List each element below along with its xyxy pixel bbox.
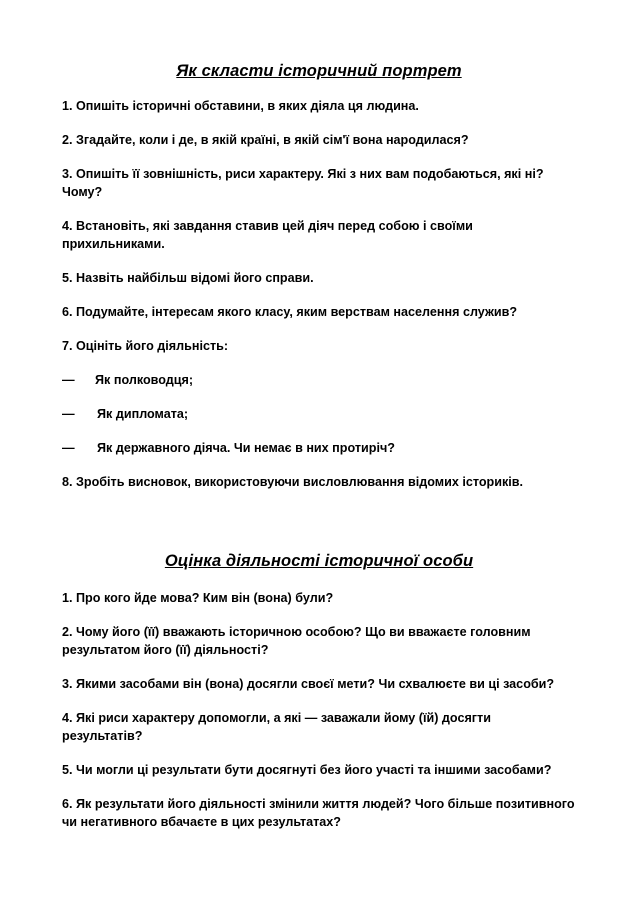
s2-item-6: 6. Як результати його діяльності змінили життя людей? Чого більше позитивного: [62, 797, 575, 811]
section1-title: Як скласти історичний портрет: [176, 62, 462, 80]
s2-item-2-cont: результатом його (її) діяльності?: [62, 643, 269, 657]
s2-item-3: 3. Якими засобами він (вона) досягли своєї мети? Чи схвалюєте ви ці засоби?: [62, 677, 555, 691]
dash-mark: —: [62, 407, 75, 421]
dash-mark: —: [62, 441, 75, 455]
s2-item-6-cont: чи негативного вбачаєте в цих результатах?: [62, 815, 342, 829]
dash-text: Як дипломата;: [97, 407, 189, 421]
dash-mark: —: [62, 373, 75, 387]
s1-item-5: 5. Назвіть найбільш відомі його справи.: [62, 271, 314, 285]
s1-item-3-cont: Чому?: [62, 185, 103, 199]
s1-item-4-cont: прихильниками.: [62, 237, 165, 251]
s2-item-4: 4. Які риси характеру допомогли, а які — заважали йому (їй) досягти: [62, 711, 491, 725]
s2-item-5: 5. Чи могли ці результати бути досягнуті без його участі та іншими засобами?: [62, 763, 552, 777]
s2-item-2: 2. Чому його (її) вважають історичною особою? Що ви вважаєте головним: [62, 625, 531, 639]
s1-item-6: 6. Подумайте, інтересам якого класу, яким верствам населення служив?: [62, 305, 518, 319]
s2-item-4-cont: результатів?: [62, 729, 143, 743]
s1-item-1: 1. Опишіть історичні обставини, в яких діяла ця людина.: [62, 99, 419, 113]
dash-text: Як полководця;: [95, 373, 194, 387]
s1-item-8: 8. Зробіть висновок, використовуючи висловлювання відомих істориків.: [62, 475, 524, 489]
s2-item-1: 1. Про кого йде мова? Ким він (вона) були?: [62, 591, 334, 605]
s1-item-3: 3. Опишіть її зовнішність, риси характеру. Які з них вам подобаються, які ні?: [62, 167, 544, 181]
s1-item-7: 7. Оцініть його діяльність:: [62, 339, 229, 353]
section2-title: Оцінка діяльності історичної особи: [164, 552, 474, 570]
s1-item-4: 4. Встановіть, які завдання ставив цей діяч перед собою і своїми: [62, 219, 473, 233]
dash-text: Як державного діяча. Чи немає в них протиріч?: [97, 441, 395, 455]
s1-item-2: 2. Згадайте, коли і де, в якій країні, в якій сім'ї вона народилася?: [62, 133, 469, 147]
